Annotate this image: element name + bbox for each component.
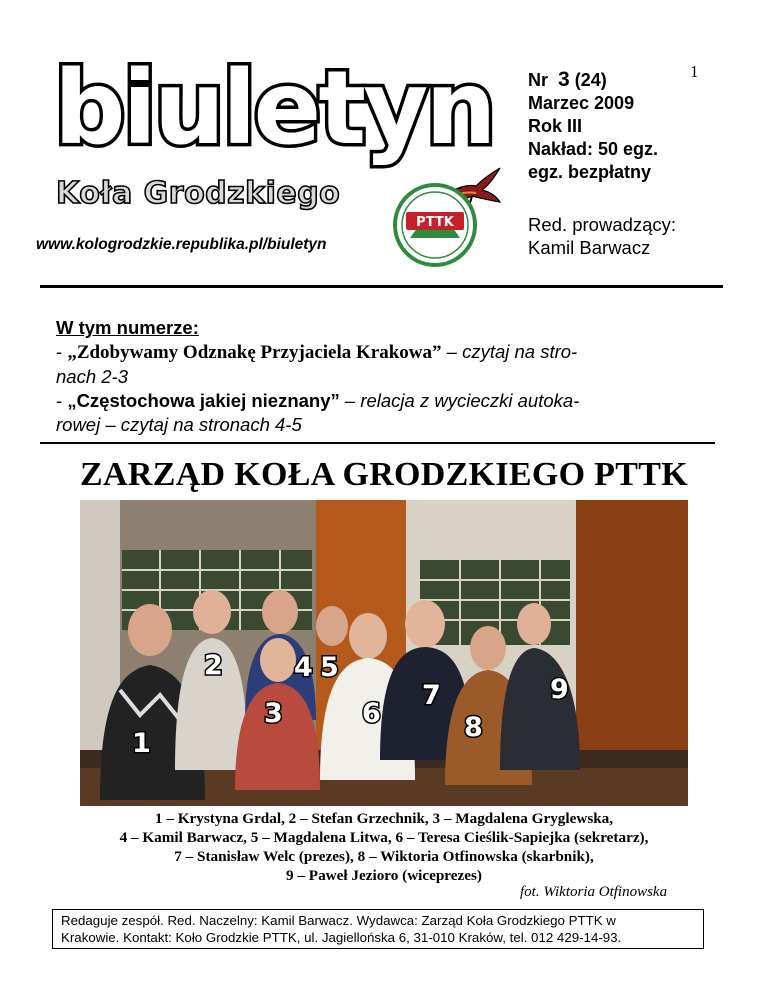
photo-credit: fot. Wiktoria Otfinowska xyxy=(520,884,668,900)
photo-number-6: 6 xyxy=(362,698,381,729)
footer-box xyxy=(52,909,704,949)
footer-line: Redaguje zespół. Red. Naczelny: Kamil Barwacz. Wydawca: Zarząd Koła Grodzkiego PTTK w xyxy=(61,913,616,928)
caption-line: 1 – Krystyna Grdal, 2 – Stefan Grzechnik, 3 – Magdalena Gryglewska, xyxy=(154,810,614,827)
pttk-badge-icon xyxy=(392,182,478,268)
caption-line: 4 – Kamil Barwacz, 5 – Magdalena Litwa, 6 – Teresa Cieślik-Sapiejka (sekretarz), xyxy=(119,829,649,846)
issue-circulation: Nakład: 50 egz. xyxy=(528,139,659,159)
photo-number-7: 7 xyxy=(422,680,441,711)
masthead-subtitle: Koła Grodzkiego xyxy=(56,176,341,211)
masthead-title: biuletyn xyxy=(54,49,494,168)
photo-number-1: 1 xyxy=(132,728,151,759)
table-of-contents xyxy=(56,316,716,437)
masthead-url[interactable]: www.kologrodzkie.republika.pl/biuletyn xyxy=(36,236,327,253)
editor-name: Kamil Barwacz xyxy=(528,237,651,258)
headline: ZARZĄD KOŁA GRODZKIEGO PTTK xyxy=(80,456,688,493)
contents-item-1[interactable]: - „Zdobywamy Odznakę Przyjaciela Krakowa” – czytaj na stro- nach 2-3 xyxy=(56,341,578,387)
photo-number-9: 9 xyxy=(550,674,569,705)
photo-number-5: 5 xyxy=(320,652,339,683)
issue-info xyxy=(528,68,658,184)
contents-item-2-title: „Częstochowa jakiej nieznany” xyxy=(67,390,340,411)
photo-caption xyxy=(40,809,728,885)
divider xyxy=(40,442,715,444)
badge-text: PTTK xyxy=(416,215,454,230)
page-number: 1 xyxy=(690,62,699,81)
editor-label: Red. prowadzący: xyxy=(528,214,677,235)
editor-info xyxy=(528,213,676,259)
divider xyxy=(40,285,723,288)
photo-number-4: 4 xyxy=(294,652,313,683)
caption-line: 9 – Paweł Jezioro (wiceprezes) xyxy=(286,867,482,884)
photo-number-3: 3 xyxy=(264,698,283,729)
caption-line: 7 – Stanisław Welc (prezes), 8 – Wiktoria Otfinowska (skarbnik), xyxy=(174,848,594,865)
group-photo xyxy=(80,500,688,806)
contents-item-1-title: „Zdobywamy Odznakę Przyjaciela Krakowa” xyxy=(67,342,442,363)
contents-header: W tym numerze: xyxy=(56,317,199,338)
photo-number-2: 2 xyxy=(204,650,223,681)
footer-line: Krakowie. Kontakt: Koło Grodzkie PTTK, ul. Jagiellońska 6, 31-010 Kraków, tel. 012 429-14-93. xyxy=(61,930,622,945)
issue-nr-number: 3 xyxy=(558,68,570,91)
contents-item-2[interactable]: - „Częstochowa jakiej nieznany” – relacja z wycieczki autoka- rowej – czytaj na stronach 4-5 xyxy=(56,390,580,435)
issue-nr-total: (24) xyxy=(574,70,607,90)
issue-year: Rok III xyxy=(528,116,583,136)
photo-number-8: 8 xyxy=(464,712,483,743)
issue-free: egz. bezpłatny xyxy=(528,162,652,182)
issue-nr-label: Nr xyxy=(528,70,549,90)
issue-date: Marzec 2009 xyxy=(528,93,635,113)
